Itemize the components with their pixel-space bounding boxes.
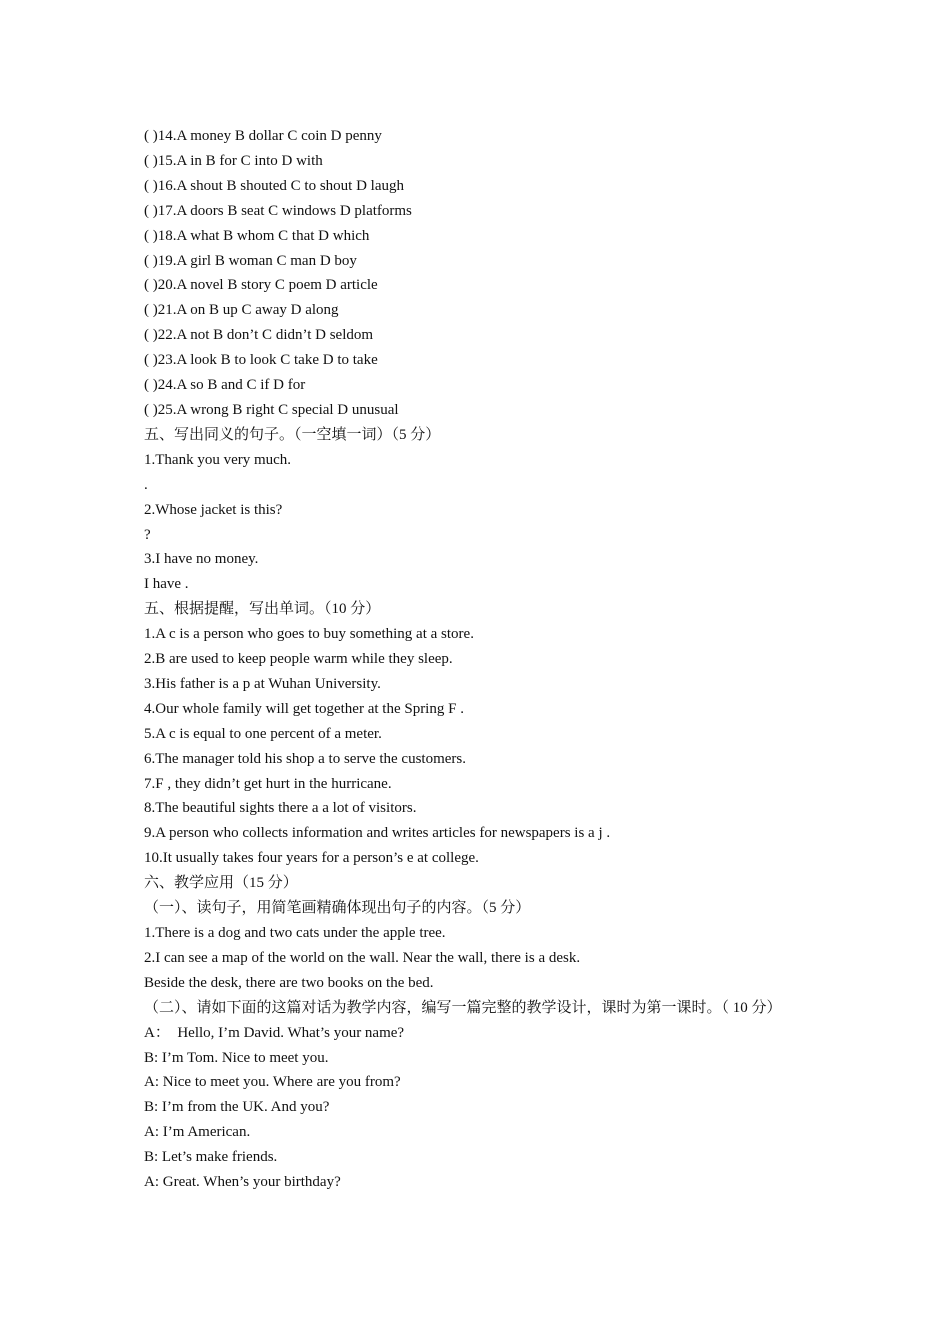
exercise-line: 3.His father is a p at Wuhan University. bbox=[144, 675, 381, 692]
choice-item: ( )18.A what B whom C that D which bbox=[144, 227, 370, 244]
dialogue-line: B: Let’s make friends. bbox=[144, 1149, 278, 1166]
exercise-line: 8.The beautiful sights there a a lot of visitors. bbox=[144, 800, 417, 817]
choice-item: ( )22.A not B don’t C didn’t D seldom bbox=[144, 327, 374, 344]
exercise-line: 7.F , they didn’t get hurt in the hurricane. bbox=[144, 775, 392, 792]
dialogue-line: B: I’m Tom. Nice to meet you. bbox=[144, 1049, 329, 1066]
choice-item: ( )20.A novel B story C poem D article bbox=[144, 277, 378, 294]
dialogue-line: B: I’m from the UK. And you? bbox=[144, 1099, 330, 1116]
exercise-line: 1.Thank you very much. bbox=[144, 451, 292, 468]
exercise-line: 1.A c is a person who goes to buy something at a store. bbox=[144, 626, 474, 643]
choice-item: ( )19.A girl B woman C man D boy bbox=[144, 252, 357, 269]
section-heading: 五、写出同义的句子。（一空填一词）（5 分） bbox=[144, 426, 441, 443]
exercise-line: 1.There is a dog and two cats under the apple tree. bbox=[144, 925, 446, 941]
choice-item: ( )24.A so B and C if D for bbox=[144, 377, 306, 394]
exercise-line: 9.A person who collects information and writes articles for newspapers is a j . bbox=[144, 825, 611, 842]
subsection-heading: （一）、读句子，用简笔画精确体现出句子的内容。（5 分） bbox=[144, 900, 531, 917]
section-heading: 五、根据提醒，写出单词。（10 分） bbox=[144, 601, 381, 618]
exercise-line: 10.It usually takes four years for a person’s e at college. bbox=[144, 850, 479, 867]
choice-item: ( )23.A look B to look C take D to take bbox=[144, 352, 378, 369]
choice-item: ( )16.A shout B shouted C to shout D laugh bbox=[144, 177, 405, 194]
exercise-line: . bbox=[144, 476, 148, 493]
choice-item: ( )15.A in B for C into D with bbox=[144, 152, 323, 169]
section-heading: 六、教学应用（15 分） bbox=[144, 875, 298, 892]
dialogue-line: A: I’m American. bbox=[144, 1124, 251, 1141]
exercise-line: I have . bbox=[144, 576, 189, 593]
exercise-line: 6.The manager told his shop a to serve the customers. bbox=[144, 750, 467, 767]
exercise-line: Beside the desk, there are two books on the bed. bbox=[144, 974, 434, 991]
choice-item: ( )14.A money B dollar C coin D penny bbox=[144, 128, 382, 144]
dialogue-line: A: Great. When’s your birthday? bbox=[144, 1174, 341, 1191]
word-hint-section bbox=[144, 597, 814, 871]
exercise-line: 4.Our whole family will get together at the Spring F . bbox=[144, 700, 464, 717]
exercise-line: 2.I can see a map of the world on the wall. Near the wall, there is a desk. bbox=[144, 949, 581, 966]
exercise-line: 5.A c is equal to one percent of a meter. bbox=[144, 725, 382, 742]
exercise-line: 2.B are used to keep people warm while they sleep. bbox=[144, 651, 453, 668]
document-body bbox=[144, 124, 814, 1195]
multiple-choice-list bbox=[144, 124, 814, 423]
dialogue-line: A: Nice to meet you. Where are you from? bbox=[144, 1074, 401, 1091]
dialogue-line: A： Hello, I’m David. What’s your name? bbox=[144, 1024, 405, 1041]
choice-item: ( )17.A doors B seat C windows D platforms bbox=[144, 202, 412, 219]
choice-item: ( )25.A wrong B right C special D unusual bbox=[144, 401, 399, 418]
choice-item: ( )21.A on B up C away D along bbox=[144, 302, 339, 319]
subsection-heading: （二）、请如下面的这篇对话为教学内容，编写一篇完整的教学设计，课时为第一课时。（ 10 分） bbox=[144, 999, 782, 1016]
exercise-line: 2.Whose jacket is this? bbox=[144, 501, 283, 518]
exercise-line: ? bbox=[144, 526, 151, 543]
exercise-line: 3.I have no money. bbox=[144, 551, 259, 568]
teaching-section bbox=[144, 871, 814, 1195]
synonym-section bbox=[144, 423, 814, 597]
